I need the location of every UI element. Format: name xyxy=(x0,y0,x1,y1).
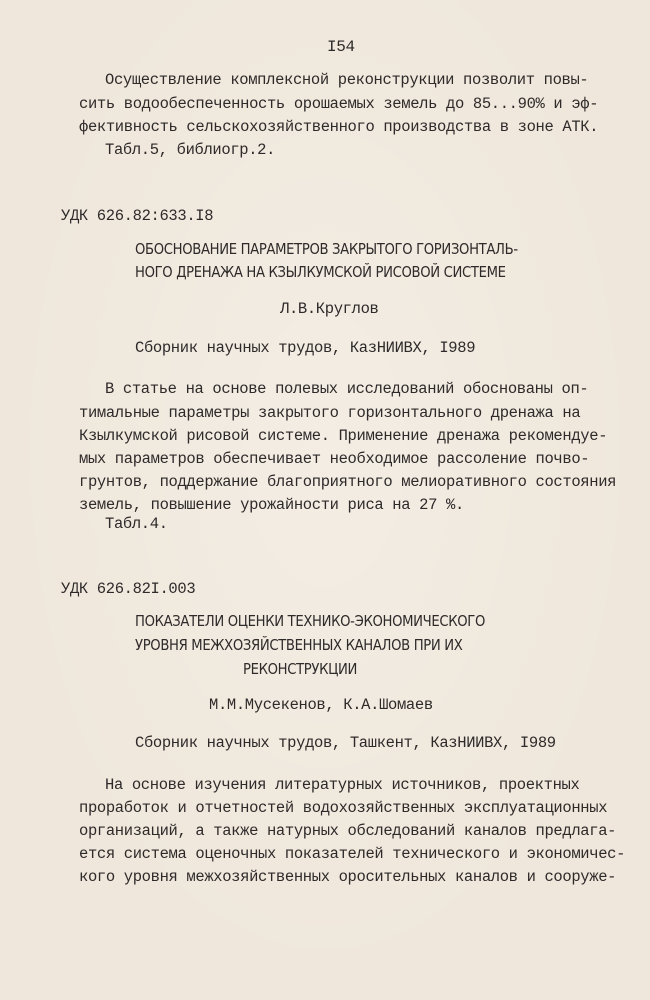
abstract-line: В статье на основе полевых исследований обоснованы оп- xyxy=(105,380,589,398)
intro-note: Табл.5, библиогр.2. xyxy=(105,141,276,159)
article-authors: Л.В.Круглов xyxy=(280,300,379,318)
abstract-note: Табл.4. xyxy=(105,515,168,533)
intro-line: Осуществление комплексной реконструкции позволит повы- xyxy=(105,71,589,89)
abstract-line: грунтов, поддержание благоприятного мелиоративного состояния xyxy=(79,473,617,491)
abstract-line: ется система оценочных показателей технического и экономичес- xyxy=(79,845,626,863)
abstract-line: кого уровня межхозяйственных оросительных каналов и сооруже- xyxy=(79,868,617,886)
article-source: Сборник научных трудов, Ташкент, КазНИИВХ, I989 xyxy=(135,734,556,752)
article-title-line: НОГО ДРЕНАЖА НА КЗЫЛКУМСКОЙ РИСОВОЙ СИСТЕМЕ xyxy=(135,263,506,281)
article-title-line: РЕКОНСТРУКЦИИ xyxy=(243,660,358,678)
abstract-line: земель, повышение урожайности риса на 27 %. xyxy=(79,496,464,514)
article-title-line: ПОКАЗАТЕЛИ ОЦЕНКИ ТЕХНИКО-ЭКОНОМИЧЕСКОГО xyxy=(135,612,486,630)
article-title-line: ОБОСНОВАНИЕ ПАРАМЕТРОВ ЗАКРЫТОГО ГОРИЗОНТАЛЬ- xyxy=(135,240,518,258)
abstract-line: Кзылкумской рисовой системе. Применение дренажа рекомендуе- xyxy=(79,427,608,445)
udk-code: УДК 626.82:633.I8 xyxy=(61,207,214,225)
abstract-line: На основе изучения литературных источников, проектных xyxy=(105,776,580,794)
page-number: I54 xyxy=(327,38,355,56)
article-authors: М.М.Мусекенов, К.А.Шомаев xyxy=(209,696,433,714)
abstract-line: проработок и отчетностей водохозяйственных эксплуатационных xyxy=(79,799,608,817)
intro-line: сить водообеспеченность орошаемых земель до 85...90% и эф- xyxy=(79,95,599,113)
intro-line: фективность сельскохозяйственного производства в зоне АТК. xyxy=(79,118,599,136)
abstract-line: мых параметров обеспечивает необходимое рассоление почво- xyxy=(79,450,590,468)
article-title-line: УРОВНЯ МЕЖХОЗЯЙСТВЕННЫХ КАНАЛОВ ПРИ ИХ xyxy=(135,636,463,654)
article-source: Сборник научных трудов, КазНИИВХ, I989 xyxy=(135,339,476,357)
abstract-line: организаций, а также натурных обследований каналов предлага- xyxy=(79,822,617,840)
udk-code: УДК 626.82I.003 xyxy=(61,580,196,598)
abstract-line: тимальные параметры закрытого горизонтального дренажа на xyxy=(79,404,581,422)
